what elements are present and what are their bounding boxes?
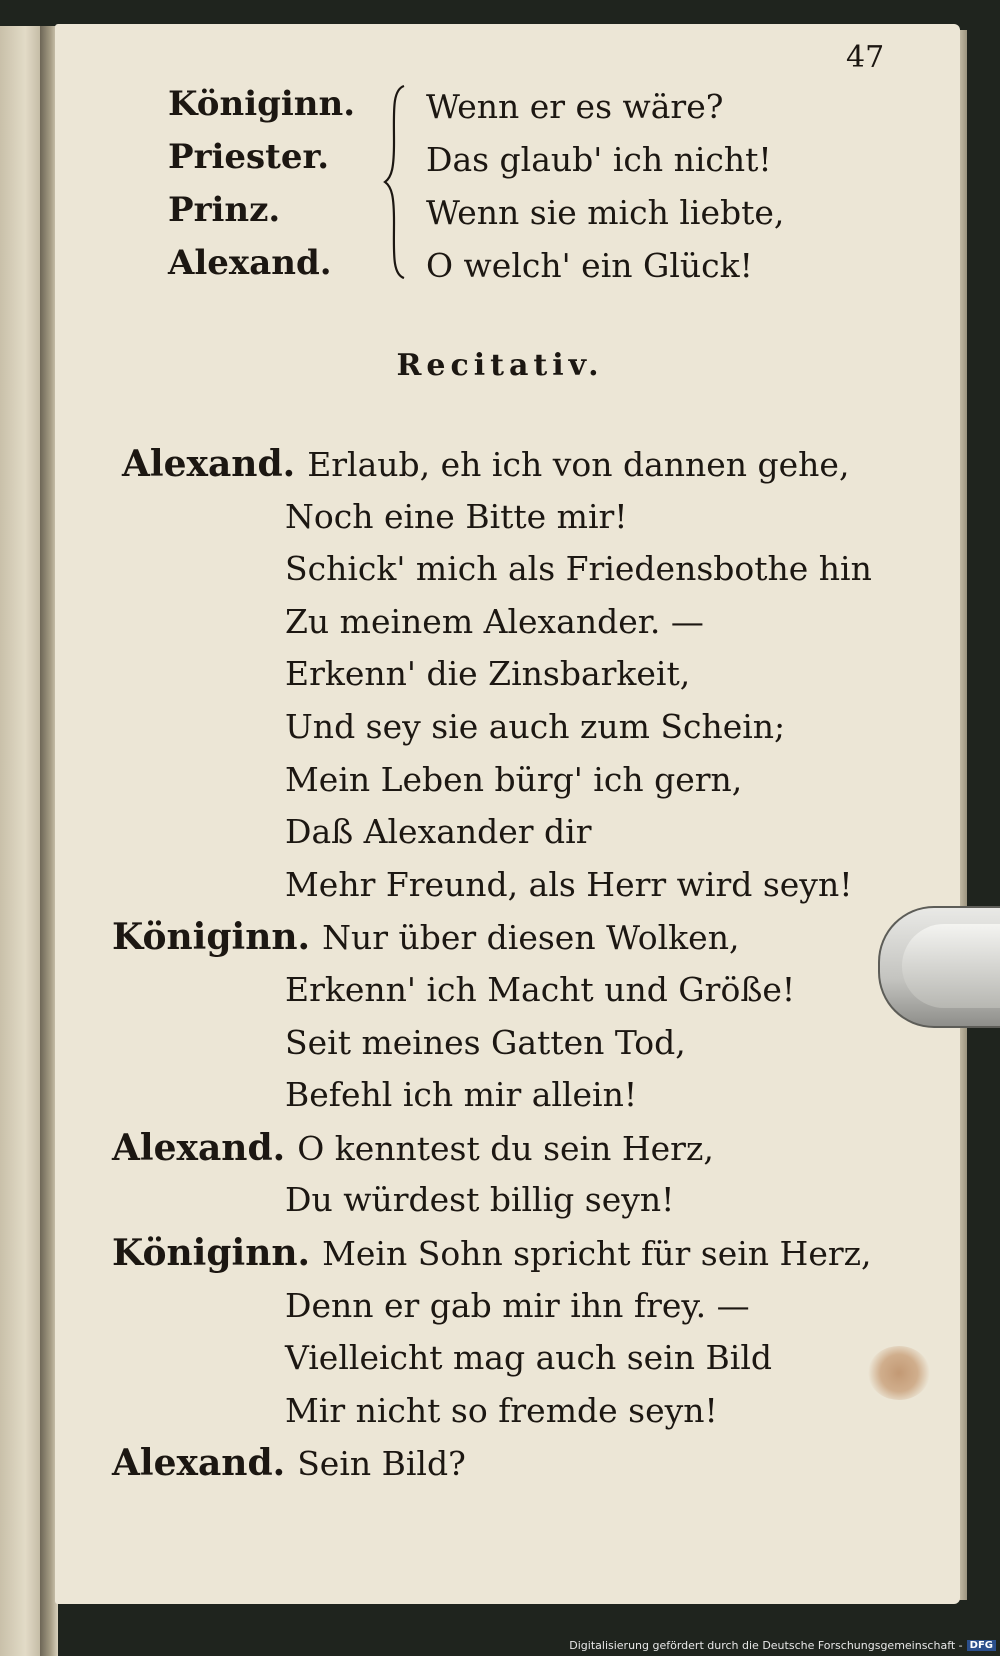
- verse-line: Seit meines Gatten Tod,: [285, 1022, 686, 1062]
- section-heading: Recitativ.: [396, 348, 604, 383]
- verse-line: Erkenn' die Zinsbarkeit,: [285, 654, 691, 694]
- verse-line: Vielleicht mag auch sein Bild: [285, 1338, 772, 1378]
- speech: [0, 1437, 950, 1490]
- verse-line: Schick' mich als Friedensbothe hin: [285, 549, 872, 589]
- dfg-logo: DFG: [967, 1640, 996, 1651]
- footer-credit-text: Digitalisierung gefördert durch die Deutsche Forschungsgemeinschaft -: [569, 1638, 963, 1652]
- verse-line: Befehl ich mir allein!: [285, 1075, 638, 1115]
- verse-line: Mein Leben bürg' ich gern,: [285, 759, 743, 799]
- speech: [0, 911, 950, 1121]
- verse-line: Nur über diesen Wolken,: [322, 918, 740, 958]
- verse-line: Daß Alexander dir: [285, 812, 592, 852]
- quartet-line: Das glaub' ich nicht!: [426, 140, 772, 179]
- verse-line: Erlaub, eh ich von dannen gehe,: [307, 445, 850, 484]
- speech: [0, 1122, 950, 1227]
- quartet-speaker: Prinz.: [168, 190, 281, 230]
- page-number: 47: [846, 40, 885, 75]
- quartet-line: Wenn er es wäre?: [426, 87, 724, 126]
- verse-line: Sein Bild?: [297, 1444, 466, 1484]
- quartet-speakers: [168, 78, 355, 290]
- speaker-name: Alexand.: [112, 1442, 286, 1485]
- speech-first-line: [0, 438, 950, 491]
- speaker-name: Alexand.: [112, 1126, 286, 1169]
- dialogue: [0, 438, 950, 1490]
- speech: [0, 1227, 950, 1437]
- quartet-line: Wenn sie mich liebte,: [426, 193, 785, 232]
- verse-line: Denn er gab mir ihn frey. —: [285, 1285, 750, 1325]
- speech-first-line: [0, 1437, 950, 1490]
- speech-first-line: [0, 1227, 950, 1280]
- verse-line: Erkenn' ich Macht und Größe!: [285, 969, 796, 1009]
- verse-line: Mehr Freund, als Herr wird seyn!: [285, 864, 853, 904]
- verse-line: Zu meinem Alexander. —: [285, 601, 704, 641]
- verse-line: O kenntest du sein Herz,: [297, 1128, 714, 1168]
- speech-first-line: [0, 911, 950, 964]
- quartet-lines: [426, 80, 784, 292]
- speech-first-line: [0, 1122, 950, 1175]
- speaker-name: Königinn.: [112, 916, 311, 959]
- verse-line: Mir nicht so fremde seyn!: [285, 1390, 718, 1430]
- verse-line: Du würdest billig seyn!: [285, 1180, 675, 1220]
- verse-line: Noch eine Bitte mir!: [285, 496, 628, 536]
- speaker-name: Alexand.: [122, 443, 296, 485]
- quartet-line: O welch' ein Glück!: [426, 246, 753, 285]
- paper-stain: [868, 1346, 930, 1400]
- verse-line: Mein Sohn spricht für sein Herz,: [322, 1233, 872, 1273]
- speaker-name: Königinn.: [112, 1231, 311, 1274]
- quartet-speaker: Königinn.: [168, 84, 356, 124]
- speech: [0, 438, 950, 911]
- curly-brace: [382, 82, 412, 282]
- quartet-speaker: Alexand.: [168, 243, 332, 283]
- quartet-speaker: Priester.: [168, 137, 330, 177]
- verse-line: Und sey sie auch zum Schein;: [285, 706, 786, 746]
- page-clip: [878, 906, 1000, 1028]
- footer-credit: [569, 1636, 996, 1654]
